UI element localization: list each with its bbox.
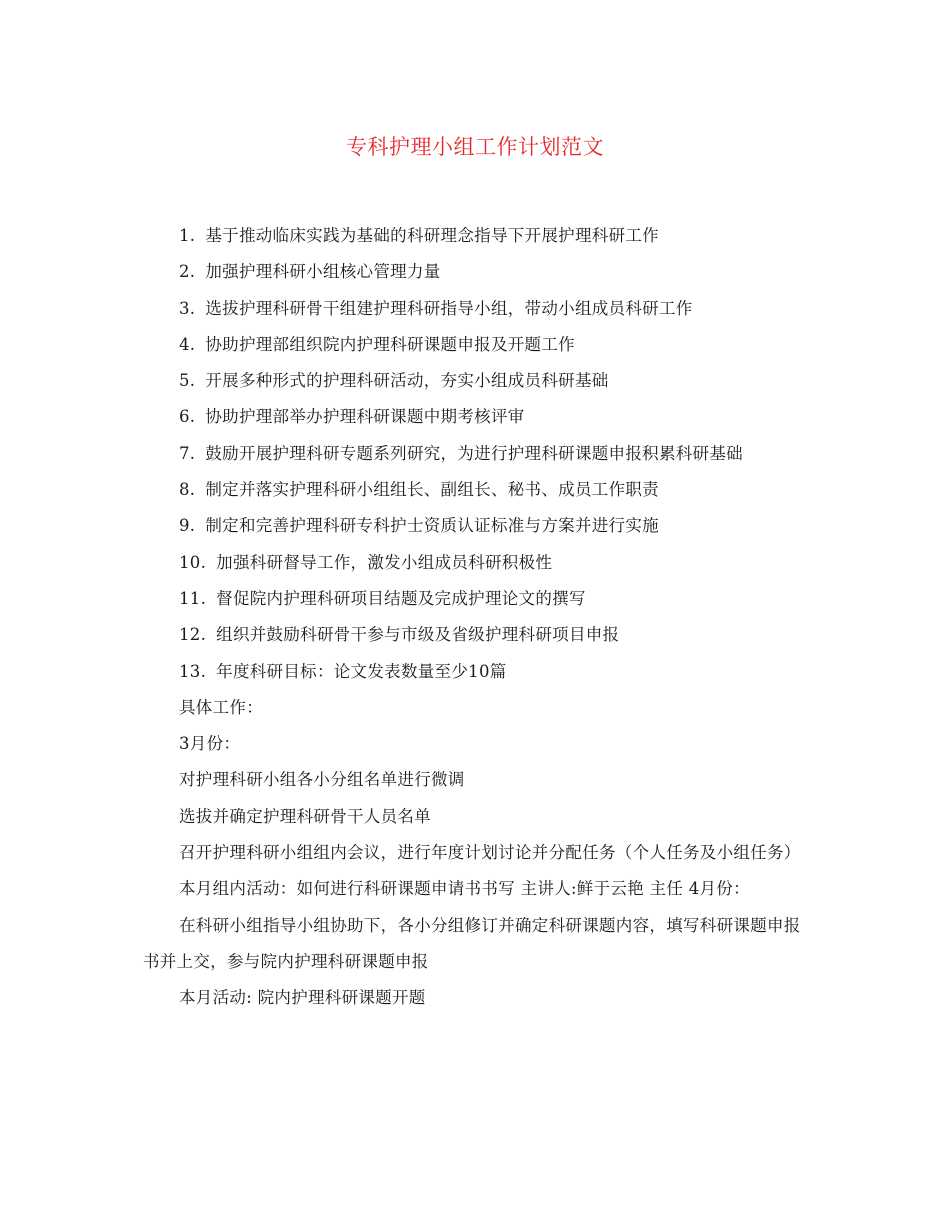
list-item-number: 11. [179, 588, 207, 608]
list-item-number: 3. [179, 298, 196, 318]
list-item-number: 2. [179, 262, 196, 282]
paragraph-line: 对护理科研小组各小分组名单进行微调 [179, 770, 465, 790]
paragraph-line: 本月活动: 院内护理科研课题开题 [179, 988, 426, 1008]
list-item-text: 鼓励开展护理科研专题系列研究，为进行护理科研课题申报积累科研基础 [205, 443, 743, 463]
list-item-text: 协助护理部举办护理科研课题中期考核评审 [205, 407, 525, 427]
list-item [143, 254, 813, 290]
list-item-text: 督促院内护理科研项目结题及完成护理论文的撰写 [216, 588, 586, 608]
list-item-number: 7. [179, 443, 196, 463]
list-item [143, 399, 813, 435]
list-item-number: 9. [179, 516, 196, 536]
list-item [143, 291, 813, 327]
list-item-text: 加强护理科研小组核心管理力量 [205, 262, 441, 282]
list-item [143, 363, 813, 399]
paragraph: 在科研小组指导小组协助下，各小分组修订并确定科研课题内容，填写科研课题申报书并上交，参与院内护理科研课题申报 [143, 915, 801, 971]
list-item [143, 218, 813, 254]
list-item-text: 基于推动临床实践为基础的科研理念指导下开展护理科研工作 [205, 226, 659, 245]
paragraph: 本月组内活动：如何进行科研课题申请书书写 主讲人:鲜于云艳 主任 4月份： [179, 879, 750, 899]
list-item [143, 581, 813, 617]
list-item-number: 6. [179, 407, 196, 427]
list-item-number: 4. [179, 334, 196, 354]
list-item [143, 545, 813, 581]
section-heading-specific-work: 具体工作： [179, 697, 263, 717]
list-item-number: 5. [179, 371, 196, 391]
list-item [143, 327, 813, 363]
list-item [143, 472, 813, 508]
list-item [143, 654, 813, 690]
document-body [143, 218, 813, 1017]
paragraph: 召开护理科研小组组内会议，进行年度计划讨论并分配任务（个人任务及小组任务） [179, 843, 801, 863]
list-item-text: 制定并落实护理科研小组组长、副组长、秘书、成员工作职责 [205, 480, 659, 500]
list-item-text: 制定和完善护理科研专科护士资质认证标准与方案并进行实施 [205, 516, 659, 536]
list-item-number: 8. [179, 480, 196, 500]
list-item-number: 12. [179, 625, 207, 645]
document-title: 专科护理小组工作计划范文 [346, 135, 604, 159]
list-item [143, 436, 813, 472]
list-item [143, 617, 813, 653]
list-item-text: 开展多种形式的护理科研活动，夯实小组成员科研基础 [205, 371, 609, 391]
list-item-text: 组织并鼓励科研骨干参与市级及省级护理科研项目申报 [216, 625, 620, 645]
list-item-text: 选拔护理科研骨干组建护理科研指导小组，带动小组成员科研工作 [205, 298, 693, 318]
list-item-text: 年度科研目标：论文发表数量至少10篇 [216, 661, 507, 681]
list-item-number: 13. [179, 661, 207, 681]
list-item-number: 10. [179, 552, 207, 572]
list-item [143, 508, 813, 544]
paragraph-line: 选拔并确定护理科研骨干人员名单 [179, 806, 431, 826]
month-heading-march: 3月份： [179, 734, 241, 754]
list-item-text: 加强科研督导工作，激发小组成员科研积极性 [216, 552, 553, 572]
list-item-text: 协助护理部组织院内护理科研课题申报及开题工作 [205, 334, 575, 354]
list-item-number: 1. [179, 226, 196, 245]
